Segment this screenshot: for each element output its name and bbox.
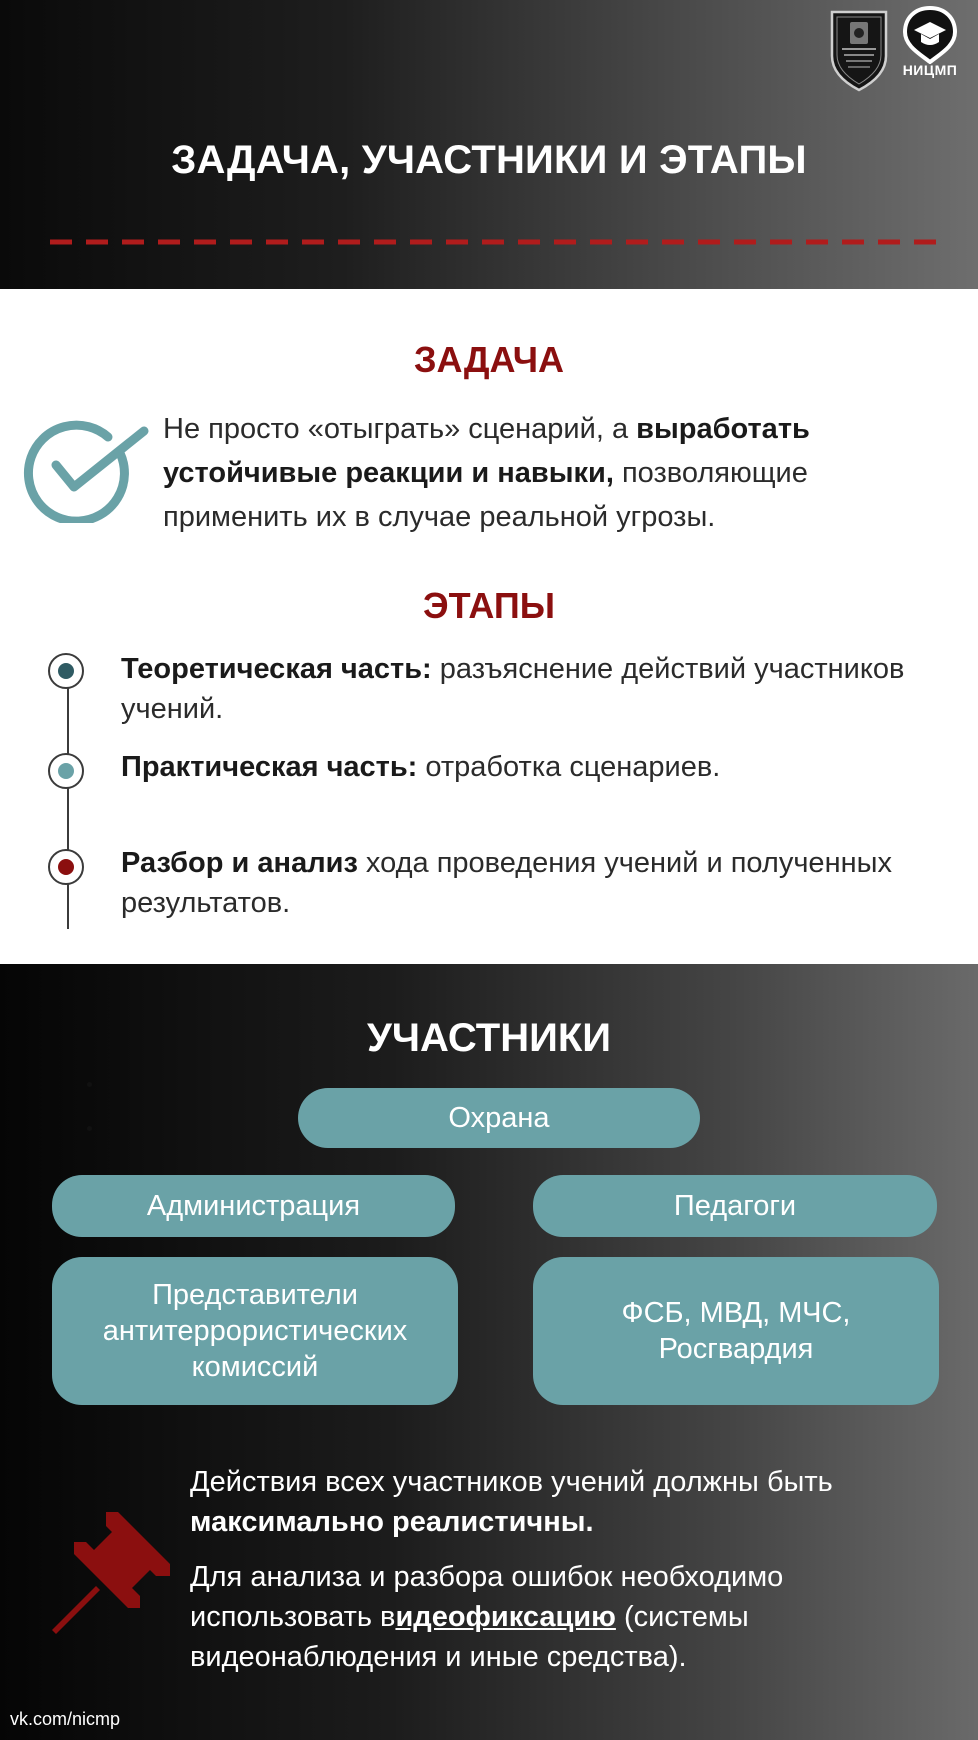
stages-heading: ЭТАПЫ	[423, 585, 555, 626]
bullet-dot	[87, 1082, 92, 1087]
stage-title: Практическая часть:	[121, 751, 418, 783]
participant-pill: Представители антитеррористических комиссий	[52, 1257, 458, 1405]
stage-item	[121, 649, 941, 729]
participants-heading: УЧАСТНИКИ	[366, 1016, 611, 1060]
stage-text: хода проведения учений и полученных результатов.	[121, 847, 892, 919]
logos	[828, 6, 960, 92]
stage-marker	[48, 653, 84, 689]
bullet-dot	[87, 1126, 92, 1131]
participant-pill: Охрана	[298, 1088, 700, 1148]
stage-marker	[48, 753, 84, 789]
participant-pill: Администрация	[52, 1175, 455, 1237]
shield-logo-icon	[828, 6, 890, 92]
page-title: ЗАДАЧА, УЧАСТНИКИ И ЭТАПЫ	[171, 138, 807, 182]
stage-title: Разбор и анализ	[121, 847, 358, 879]
footer-link[interactable]: vk.com/nicmp	[10, 1709, 121, 1729]
pushpin-icon	[48, 1504, 178, 1639]
checkmark-icon	[22, 413, 152, 528]
note-bold-underline: идеофиксацию	[395, 1601, 616, 1633]
note-text: (системы видеонаблюдения и иные средства).	[190, 1601, 749, 1673]
task-text-bold: выработать устойчивые реакции и навыки,	[163, 413, 810, 489]
header	[0, 0, 978, 289]
task-text-part: позволяющие применить их в случае реальной угрозы.	[163, 457, 808, 533]
task-heading: ЗАДАЧА	[413, 339, 565, 380]
note-video	[190, 1557, 950, 1677]
brand-label: НИЦМП	[902, 62, 958, 78]
note-realism	[190, 1462, 950, 1542]
stage-item	[121, 747, 941, 787]
dashed-divider	[50, 238, 950, 246]
stage-title: Теоретическая часть:	[121, 653, 432, 685]
participants-section	[0, 964, 978, 1740]
task-stages-section	[0, 289, 978, 964]
timeline-line	[67, 671, 69, 929]
stage-item	[121, 843, 941, 923]
task-text	[163, 407, 953, 539]
stage-marker	[48, 849, 84, 885]
nicmp-logo	[900, 6, 960, 78]
note-text: Действия всех участников учений должны быть	[190, 1466, 833, 1498]
participant-pill: ФСБ, МВД, МЧС, Росгвардия	[533, 1257, 939, 1405]
participant-pill: Педагоги	[533, 1175, 937, 1237]
task-text-part: Не просто «отыграть» сценарий, а	[163, 413, 637, 445]
note-bold: максимально реалистичны.	[190, 1506, 594, 1538]
graduation-cap-icon	[900, 6, 960, 64]
stage-text: разъяснение действий участников учений.	[121, 653, 905, 725]
stage-text: отработка сценариев.	[417, 751, 721, 783]
note-text: Для анализа и разбора ошибок необходимо использовать в	[190, 1561, 784, 1633]
